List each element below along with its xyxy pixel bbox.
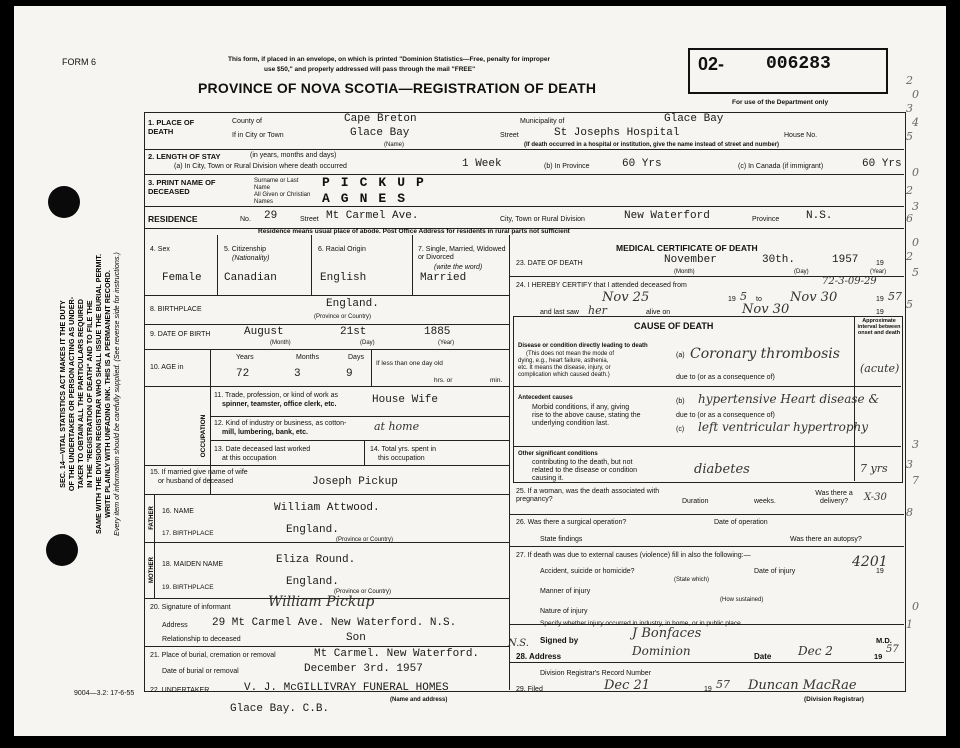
father-birthplace: England. xyxy=(286,524,339,536)
place-of-death-label: 1. PLACE OF DEATH xyxy=(148,118,195,136)
form-number: FORM 6 xyxy=(62,57,97,67)
sex: Female xyxy=(162,272,202,284)
instructions-sidebar: SEC. 14—VITAL STATISTICS ACT MAKES IT THE DUTY OF THE UNDERTAKER OR PERSON ACTING AS UNDER- TAKER TO OBTAIN ALL THE PARTICULARS REQUIRED IN THE "REGISTRATION OF DEATH" AND TO FILE THE SAME WITH THE DIVISION REGISTRAR WHO SHALL ISSUE THE BURIAL PERMIT. WRITE PLAINLY WITH UNFADING INK. THIS IS A PERMANENT RECORD. Every item of information should be carefully supplied. (See reverse side for instructions.) xyxy=(58,252,121,536)
age-days: 9 xyxy=(346,368,353,380)
physician-date: Dec 2 xyxy=(798,644,833,658)
undertaker-address: Glace Bay. C.B. xyxy=(230,703,330,715)
margin-code-1: X-30 xyxy=(864,492,887,503)
surname: PICKUP xyxy=(322,175,435,190)
age-years: 72 xyxy=(236,368,250,380)
department-note: For use of the Department only xyxy=(732,99,829,106)
margin-mark: 2 xyxy=(906,74,913,87)
dob-month: August xyxy=(244,326,284,338)
death-municipality: Glace Bay xyxy=(664,113,724,125)
citizenship: Canadian xyxy=(224,272,277,284)
mail-notice-2: use $50," and properly addressed will pass through the mail "FREE" xyxy=(264,66,476,73)
cause-c: left ventricular hypertrophy xyxy=(698,420,869,434)
residence-city: New Waterford xyxy=(624,210,710,222)
attend-to: Nov 30 xyxy=(790,290,838,305)
physician-address: Dominion xyxy=(632,644,691,658)
residence-number: 29 xyxy=(264,210,278,222)
residence-street: Mt Carmel Ave. xyxy=(326,210,419,222)
occupation-trade: House Wife xyxy=(372,394,439,406)
physician-signature: J Bonfaces xyxy=(632,626,702,641)
occupation-industry: at home xyxy=(374,420,420,433)
margin-mark: 4 xyxy=(912,116,919,129)
informant-relationship: Son xyxy=(346,632,366,644)
attend-code: 72-3-09-29 xyxy=(822,276,877,287)
cause-a-interval: (acute) xyxy=(860,362,900,375)
other-condition: diabetes xyxy=(694,462,750,477)
residence-province: N.S. xyxy=(806,210,833,222)
form-footer-code: 9004—3.2: 17-6-55 xyxy=(74,690,135,697)
stay-province: 60 Yrs xyxy=(622,158,662,170)
margin-mark: 6 xyxy=(906,212,913,225)
stay-city: 1 Week xyxy=(462,158,502,170)
margin-mark: 5 xyxy=(906,130,913,143)
death-county: Cape Breton xyxy=(344,113,417,125)
dob-day: 21st xyxy=(340,326,367,338)
attend-from: Nov 25 xyxy=(602,290,650,305)
death-year: 1957 xyxy=(832,254,859,266)
mail-notice-1: This form, if placed in an envelope, on which is printed "Dominion Statistics—Free, penalty for improper xyxy=(228,56,550,63)
filed-date: Dec 21 xyxy=(604,678,651,693)
death-registration-form: FORM 6 This form, if placed in an envelope, on which is printed "Dominion Statistics—Free, penalty for improper use $50," and properly addressed will pass through the mail "FREE" PROVINCE OF NOVA SCOTIA—REGISTRATION OF DEATH 02- 006283 For use of the Department only SEC. 14—VITAL STATISTICS ACT MAKES IT THE DUTY OF THE UNDERTAKER OR PERSON ACTING AS UNDER- TAKER TO OBTAIN ALL THE PARTICULARS REQUIRED IN THE "REGISTRATION OF DEATH" AND TO FILE THE SAME WITH THE DIVISION REGISTRAR WHO SHALL ISSUE THE BURIAL PERMIT. WRITE PLAINLY WITH UNFADING INK. THIS IS A PERMANENT RECORD. Every item of information should be carefully supplied. (See reverse side for instructions.) 9004—3.2: 17-6-55 1. PLACE OF DEATH County of Cape Breton Municipality of Glace Bay If in City or Town Glace Bay (Name) Street St Josephs Hospital House No. (If death occurred in a hospital or institution, give the name instead of street and number) 2. LENGTH OF STAY (in years, months and days) (a) In City, Town or Rural Division where death occurred 1 Week (b) In Province 60 Yrs (c) In Canada (if immigrant) 60 Yrs 3. PRINT NAME OF DECEASED Surname or Last Name All Given or Christian Names PICKUP AGNES RESIDENCE No. 29 Street Mt Carmel Ave. City, Town or Rural Division New Waterford Province N.S. Residence means usual place of abode. Post Office Address for residents in rural parts not sufficient 4. Sex Female 5. Citizenship (Nationality) Canadian 6. Racial Origin English 7. Single, Married, Widowed or Divorced (write the word) Married 8. BIRTHPLACE England. (Province or Country) 9. DATE OF BIRTH August 21st 1885 (Month) (Day) (Year) 10. AGE in Years 72 Months 3 Days 9 If less than one day old hrs. or min. OCCUPATION 11. Trade, profession, or kind of work as spinner, teamster, office clerk, etc. House Wife 12. Kind of industry or business, as cotton- mill, lumbering, bank, etc. at home 13. Date deceased last worked at this occupation 14. Total yrs. spent in this occupation 15. If married give name of wife or husband of deceased Joseph Pickup FATHER MOTHER 16. NAME William Attwood. 17. BIRTHPLACE England. (Province or Country) 18. MAIDEN NAME Eliza Round. 19. BIRTHPLACE England. (Province or Country) 20. Signature of informant William Pickup Address 29 Mt Carmel Ave. New Waterford. N.S. Relationship to deceased Son 21. Place of burial, cremation or removal Mt Carmel. New Waterford. N.S. Date of burial or removal December 3rd. 1957 22. UNDERTAKER V. J. McGILLIVRAY FUNERAL HOMES (Name and address) Glace Bay. C.B. MEDICAL CERTIFICATE OF DEATH 23. DATE OF DEATH November 30th. 1957 19 (Month) (Day) (Year) 24. I HEREBY CERTIFY that I attended deceased from 72-3-09-29 Nov 25 19 5 to Nov 30 19 57 and last saw her alive on Nov 30 19 CAUSE OF DEATH Approximate interval between onset and death Disease or condition directly leading to death (This does not mean the mode of dying, e.g., heart failure, asthenia, etc. It means the disease, injury, or complication which caused death.) (a) Coronary thrombosis (acute) due to (or as a consequence of) Antecedent causes Morbid conditions, if any, giving rise to the above cause, stating the underlying condition last. (b) hypertensive Heart disease & due to (or as a consequence of) (c) left ventricular hypertrophy Other significant conditions contributing to the death, but not related to the disease or condition causing it. diabetes 7 yrs 25. If a woman, was the death associated with pregnancy? Duration weeks. Was there a delivery? X-30 26. Was there a surgical operation? Date of operation State findings Was there an autopsy? 27. If death was due to external causes (violence) fill in also the following:— 4201 Accident, suicide or homicide? (State which) Date of injury 19 Manner of injury (How sustained) Nature of injury Specify whether injury occurred in industry, in home, or in public place Signed by J Bonfaces M.D. 28. Address Dominion Date Dec 2 19 57 Division Registrar's Record Number 29. Filed Dec 21 19 57 Duncan MacRae (Division Registrar) 2 0 3 4 5 0 2 3 6 0 2 5 5 3 3 7 8 0 1 xyxy=(14,6,946,736)
informant-address: 29 Mt Carmel Ave. New Waterford. N.S. xyxy=(212,617,457,629)
margin-mark: 8 xyxy=(906,506,913,519)
margin-mark: 3 xyxy=(906,458,913,471)
margin-mark: 3 xyxy=(906,102,913,115)
margin-mark: 0 xyxy=(912,166,919,179)
father-name: William Attwood. xyxy=(274,502,380,514)
cause-b: hypertensive Heart disease & xyxy=(698,392,880,406)
age-months: 3 xyxy=(294,368,301,380)
racial-origin: English xyxy=(320,272,367,284)
death-month: November xyxy=(664,254,717,266)
margin-mark: 0 xyxy=(912,600,919,613)
margin-mark: 7 xyxy=(912,474,919,487)
dob-year: 1885 xyxy=(424,326,451,338)
undertaker: V. J. McGILLIVRAY FUNERAL HOMES xyxy=(244,682,449,694)
death-city: Glace Bay xyxy=(350,127,410,139)
margin-code-2: 4201 xyxy=(852,554,888,570)
cause-a: Coronary thrombosis xyxy=(690,346,840,362)
form-title: PROVINCE OF NOVA SCOTIA—REGISTRATION OF DEATH xyxy=(198,80,597,96)
margin-mark: 0 xyxy=(912,88,919,101)
other-condition-interval: 7 yrs xyxy=(860,462,888,475)
margin-mark: 3 xyxy=(912,438,919,451)
death-street: St Josephs Hospital xyxy=(554,127,680,139)
registrar-signature: Duncan MacRae xyxy=(748,678,857,693)
margin-mark: 2 xyxy=(906,250,913,263)
mother-birthplace: England. xyxy=(286,576,339,588)
margin-mark: 1 xyxy=(906,618,913,631)
registration-prefix: 02- xyxy=(698,54,725,74)
margin-mark: 0 xyxy=(912,236,919,249)
last-saw-date: Nov 30 xyxy=(742,302,790,317)
birthplace: England. xyxy=(326,298,379,310)
registration-number: 006283 xyxy=(766,54,831,74)
margin-mark: 2 xyxy=(906,184,913,197)
burial-date: December 3rd. 1957 xyxy=(304,663,423,675)
marital-status: Married xyxy=(420,272,467,284)
stay-canada: 60 Yrs xyxy=(862,158,902,170)
margin-mark: 5 xyxy=(906,298,913,311)
margin-mark: 3 xyxy=(912,200,919,213)
spouse-name: Joseph Pickup xyxy=(312,476,398,488)
informant-signature: William Pickup xyxy=(268,594,375,610)
margin-mark: 5 xyxy=(912,266,919,279)
burial-margin-note: N.S. xyxy=(508,638,529,649)
burial-place: Mt Carmel. New Waterford. xyxy=(314,648,480,660)
death-day: 30th. xyxy=(762,254,796,266)
given-names: AGNES xyxy=(322,191,417,206)
mother-name: Eliza Round. xyxy=(276,554,356,566)
